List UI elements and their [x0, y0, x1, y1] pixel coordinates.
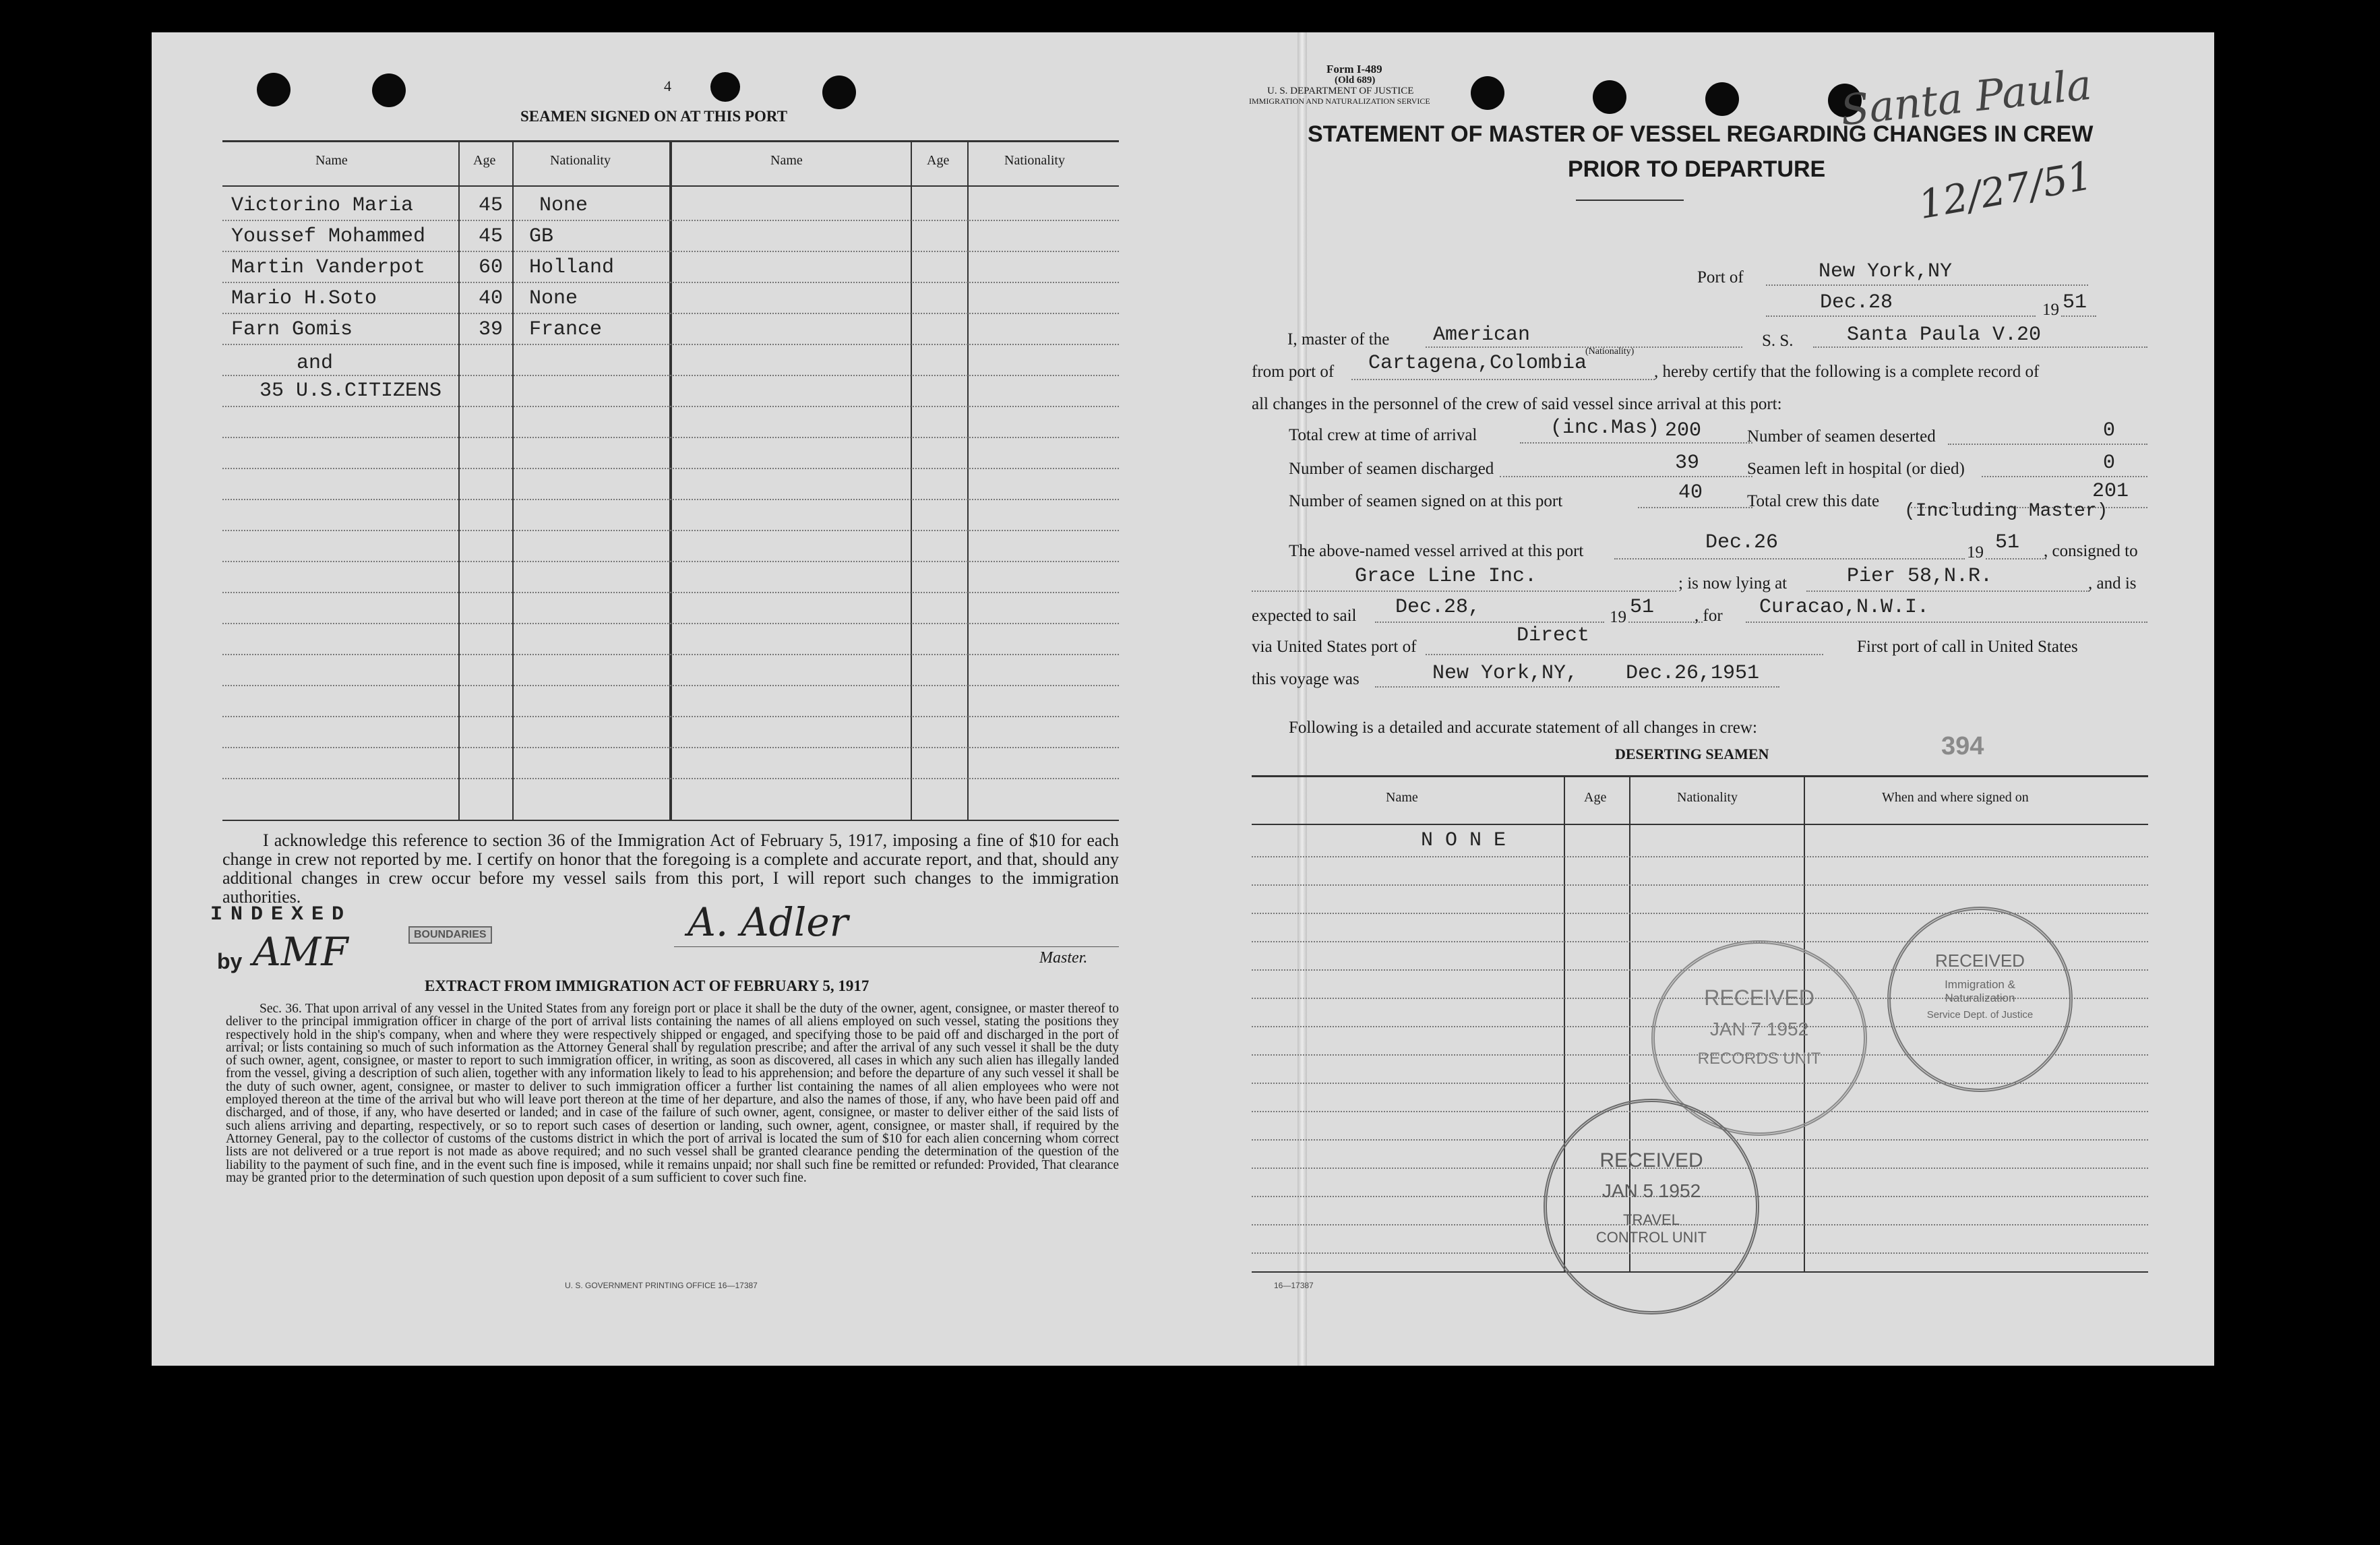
service-label: IMMIGRATION AND NATURALIZATION SERVICE — [1249, 96, 1430, 106]
signed-on-label: Number of seamen signed on at this port — [1289, 492, 1563, 510]
col-header-name: Name — [770, 153, 803, 168]
left-table-title: SEAMEN SIGNED ON AT THIS PORT — [520, 108, 788, 125]
port-of-value: New York,NY — [1819, 260, 1953, 283]
table-note-and: and — [297, 352, 334, 375]
received-stamp-records: RECEIVED JAN 7 1952 RECORDS UNIT — [1651, 940, 1867, 1136]
deserting-table-top — [1252, 775, 2148, 777]
master-signature: A. Adler — [688, 899, 849, 945]
small-stamp: BOUNDARIES — [408, 926, 492, 944]
date-value: Dec.28 — [1820, 291, 1893, 314]
punch-hole-3 — [710, 72, 740, 102]
punch-hole-4 — [822, 75, 856, 109]
page-stamp-number: 394 — [1941, 732, 1984, 760]
table-col-divider — [967, 140, 969, 820]
discharged-label: Number of seamen discharged — [1289, 460, 1494, 478]
extract-text: Sec. 36. That upon arrival of any vessel in the United States from any foreign port or place it shall be the duty of the owner, agent, consignee, or master thereof to deliver to the principal immigration officer in charge of the port of arrival lists containing the names of all aliens employed on such vessel, stating the positions they respectively hold in the ship's company, when and where they were respectively shipped or engaged, and specifying those to be paid off and discharged in the port of arrival; or lists containing so much of such information as the Attorney General shall by regulation prescribe; and after the arrival of any such vessel it shall be the duty of such owner, agent, consignee, or master to report to such immigration officer, in writing, as soon as discovered, all cases in which any such alien has illegally landed from the vessel, giving a description of such alien, together with any information likely to lead to his apprehension; and before the departure of any such vessel it shall be the duty of such owner, agent, consignee, or master to deliver to such immigration officer a further list containing the names of all alien employees who were not employed thereon at the time of the arrival but who will leave port thereon at the time of her departure, and also the names of those, if any, who have been paid off and discharged, and of those, if any, who have deserted or landed; and in case of the failure of such owner, agent, consignee, or master to deliver either of the said lists of such aliens arriving and departing, respectively, or so to report such cases of desertion or landing, such owner, agent, consignee, or master shall, if required by the Attorney General, pay to the collector of customs of the customs district in which the port of arrival is located the sum of $10 for each alien concerning whom correct lists are not delivered or a true report is not made as above required; and no such vessel shall be granted clearance pending the determination of the question of the liability to the payment of such fine, and in the event such fine is imposed, while it remains unpaid; nor shall such fine be remitted or refunded: Provided, That clearance may be granted prior to the determination of such question upon deposit of a sum sufficient to cover such fine. — [226, 1002, 1119, 1185]
signed-on-value: 40 — [1678, 481, 1703, 504]
col-header-age: Age — [927, 153, 950, 168]
expected-label: expected to sail — [1252, 607, 1357, 625]
sail-year-prefix: 19 — [1610, 608, 1626, 626]
table-bottom-rule — [222, 820, 1119, 821]
via-label: via United States port of — [1252, 638, 1417, 656]
this-voyage-label: this voyage was — [1252, 670, 1360, 688]
indexed-by-label: by — [217, 949, 243, 973]
deserting-col-when-where: When and where signed on — [1882, 790, 2029, 805]
table-row-nationality: GB — [529, 225, 554, 248]
received-stamp-immigration: RECEIVED Immigration & Naturalization Service Dept. of Justice — [1887, 907, 2073, 1092]
sail-date: Dec.28, — [1395, 596, 1481, 619]
total-crew-arrival-note: (inc.Mas) — [1550, 417, 1660, 440]
table-row-name: Farn Gomis — [231, 318, 353, 341]
ss-label: S. S. — [1762, 332, 1794, 350]
table-row-nationality: France — [529, 318, 603, 341]
sail-year: 51 — [1630, 596, 1655, 619]
deserted-label: Number of seamen deserted — [1747, 427, 1936, 446]
total-this-date-label: Total crew this date — [1747, 492, 1880, 510]
certify-text: , hereby certify that the following is a complete record of — [1654, 363, 2040, 381]
title-underline — [1576, 200, 1684, 201]
first-port-date: Dec.26,1951 — [1626, 662, 1760, 685]
punch-hole-1 — [257, 73, 291, 107]
table-row-nationality: None — [529, 287, 578, 310]
first-port-value: New York,NY, — [1432, 662, 1579, 685]
table-col-divider — [911, 140, 912, 820]
extract-title: EXTRACT FROM IMMIGRATION ACT OF FEBRUARY 5, 1917 — [425, 977, 869, 994]
handwritten-date-note: 12/27/51 — [1915, 152, 2096, 229]
and-is-label: , and is — [2088, 574, 2137, 593]
received-stamp-travel-control: RECEIVED JAN 5 1952 TRAVEL CONTROL UNIT — [1544, 1099, 1759, 1314]
first-port-label: First port of call in United States — [1857, 638, 2078, 656]
table-row-nationality: None — [539, 194, 588, 217]
total-this-date-value: 201 — [2092, 480, 2129, 503]
table-row-name: Mario H.Soto — [231, 287, 377, 310]
handwritten-ship-note: Santa Paula — [1838, 59, 2094, 135]
deserting-table-header-rule — [1252, 824, 2148, 825]
year-suffix: 51 — [2063, 291, 2087, 314]
col-header-nationality: Nationality — [550, 153, 611, 168]
form-number: Form I-489 — [1326, 63, 1382, 75]
table-row-age: 39 — [479, 318, 504, 341]
arrived-year-prefix: 19 — [1967, 543, 1984, 562]
arrived-year: 51 — [1995, 531, 2020, 554]
lying-at-label: ; is now lying at — [1678, 574, 1788, 593]
all-changes-text: all changes in the personnel of the crew of said vessel since arrival at this port: — [1252, 395, 1782, 413]
punch-hole-5 — [1471, 76, 1504, 110]
destination-value: Curacao,N.W.I. — [1759, 596, 1930, 619]
table-col-divider — [669, 140, 672, 820]
discharged-value: 39 — [1675, 452, 1700, 475]
punch-hole-2 — [372, 73, 406, 107]
table-note-citizens: 35 U.S.CITIZENS — [260, 380, 442, 402]
punch-hole-7 — [1705, 82, 1739, 116]
statement-subtitle: PRIOR TO DEPARTURE — [1568, 156, 1826, 182]
total-crew-arrival-value: 200 — [1665, 419, 1702, 442]
right-footer-code: 16—17387 — [1274, 1281, 1314, 1290]
statement-title: STATEMENT OF MASTER OF VESSEL REGARDING CHANGES IN CREW — [1308, 121, 2094, 147]
deserting-col-age: Age — [1584, 790, 1607, 805]
arrived-label: The above-named vessel arrived at this port — [1289, 542, 1584, 560]
table-row-name: Martin Vanderpot — [231, 256, 426, 279]
table-col-divider — [458, 140, 460, 820]
punch-hole-6 — [1593, 80, 1626, 114]
via-port-value: Direct — [1517, 624, 1590, 647]
table-row-age: 45 — [479, 225, 504, 248]
deserted-value: 0 — [2103, 419, 2116, 442]
pier-value: Pier 58,N.R. — [1847, 565, 1993, 588]
arrived-date: Dec.26 — [1705, 531, 1779, 554]
table-row-age: 40 — [479, 287, 504, 310]
indexed-stamp: INDEXED — [210, 903, 353, 926]
form-old: (Old 689) — [1335, 75, 1376, 86]
table-row-age: 60 — [479, 256, 504, 279]
page-number: 4 — [664, 78, 671, 94]
from-port-value: Cartagena,Colombia — [1368, 352, 1587, 375]
vessel-name: Santa Paula V.20 — [1847, 324, 2042, 346]
deserting-none-entry: N O N E — [1421, 829, 1506, 852]
following-text: Following is a detailed and accurate statement of all changes in crew: — [1289, 719, 1757, 737]
table-row-name: Victorino Maria — [231, 194, 414, 217]
nationality-caption: (Nationality) — [1585, 346, 1635, 357]
total-this-date-note: (Including Master) — [1904, 501, 2108, 522]
col-header-nationality: Nationality — [1004, 153, 1065, 168]
year-prefix: 19 — [2042, 301, 2059, 319]
for-label: , for — [1695, 607, 1723, 625]
department-label: U. S. DEPARTMENT OF JUSTICE — [1267, 86, 1414, 96]
table-row-age: 45 — [479, 194, 504, 217]
acknowledgement-text: I acknowledge this reference to section 36 of the Immigration Act of February 5, 1917, imposing a fine of $10 for each change in crew not reported by me. I certify on honor that the foregoing is a complete and accurate report, and that, should any additional changes in crew occur before my vessel sails from this port, I will report such changes to the immigration authorities. — [222, 830, 1119, 907]
table-row-nationality: Holland — [529, 256, 615, 279]
consignee-value: Grace Line Inc. — [1355, 565, 1537, 588]
nationality-value: American — [1433, 324, 1531, 346]
printing-office: U. S. GOVERNMENT PRINTING OFFICE 16—17387 — [565, 1281, 758, 1290]
master-of-label: I, master of the — [1287, 330, 1390, 349]
col-header-name: Name — [315, 153, 348, 168]
hospital-label: Seamen left in hospital (or died) — [1747, 460, 1965, 478]
consigned-to-label: , consigned to — [2044, 542, 2138, 560]
total-crew-arrival-label: Total crew at time of arrival — [1289, 426, 1477, 444]
table-col-divider — [512, 140, 514, 820]
signature-line — [674, 946, 1119, 947]
col-header-age: Age — [473, 153, 496, 168]
hospital-value: 0 — [2103, 452, 2116, 475]
port-of-label: Port of — [1697, 268, 1744, 286]
from-port-label: from port of — [1252, 363, 1335, 381]
deserting-col-name: Name — [1386, 790, 1418, 805]
deserting-col-nationality: Nationality — [1677, 790, 1738, 805]
deserting-title: DESERTING SEAMEN — [1615, 746, 1769, 762]
indexed-initials: AMF — [253, 929, 348, 975]
page-fold — [1298, 32, 1307, 1366]
table-row-name: Youssef Mohammed — [231, 225, 426, 248]
master-label: Master. — [1039, 949, 1088, 967]
